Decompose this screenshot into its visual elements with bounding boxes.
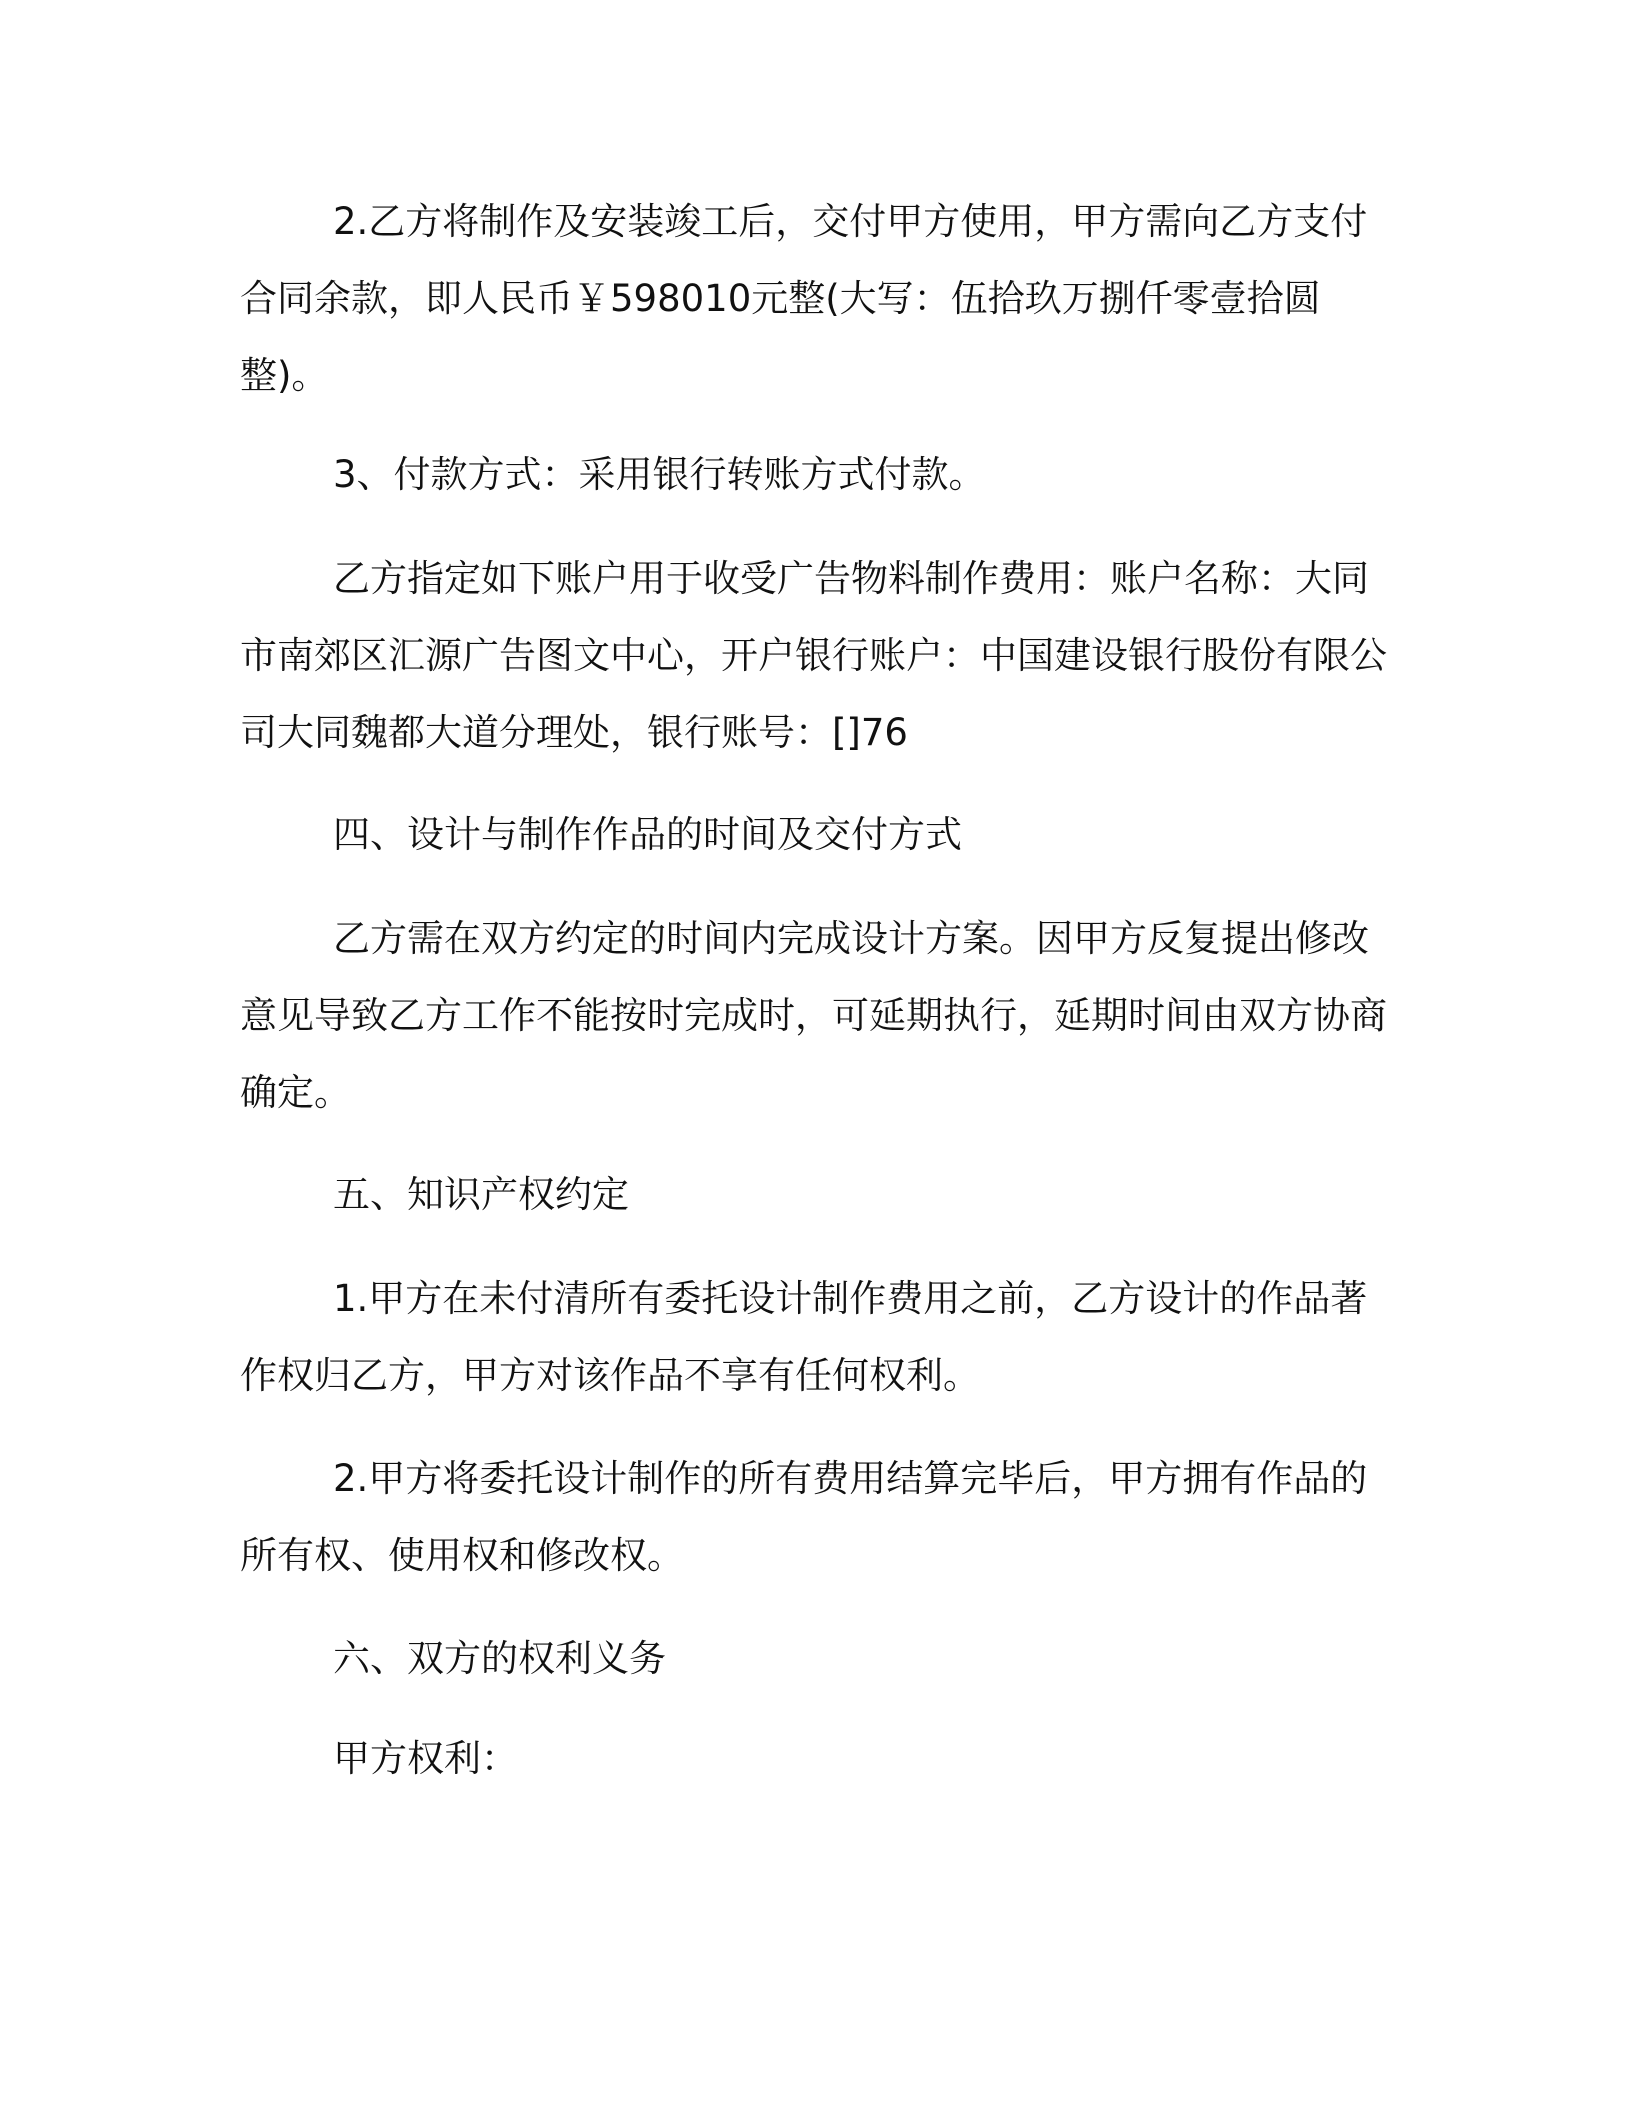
paragraph-bank-account: 乙方指定如下账户用于收受广告物料制作费用：账户名称：大同市南郊区汇源广告图文中心，开户银行账户：中国建设银行股份有限公司大同魏都大道分理处，银行账号：[]76 <box>240 557 1387 754</box>
heading-section-five: 五、知识产权约定 <box>333 1173 629 1216</box>
heading-section-four: 四、设计与制作作品的时间及交付方式 <box>333 813 962 856</box>
paragraph-copyright-after-payment: 2.甲方将委托设计制作的所有费用结算完毕后，甲方拥有作品的所有权、使用权和修改权。 <box>240 1457 1368 1577</box>
paragraph-copyright-before-payment: 1.甲方在未付清所有委托设计制作费用之前，乙方设计的作品著作权归乙方，甲方对该作品不享有任何权利。 <box>240 1277 1368 1397</box>
paragraph-payment-method: 3、付款方式：采用银行转账方式付款。 <box>333 453 986 496</box>
heading-section-six: 六、双方的权利义务 <box>333 1637 666 1680</box>
heading-party-a-rights: 甲方权利： <box>333 1737 518 1780</box>
paragraph-design-schedule: 乙方需在双方约定的时间内完成设计方案。因甲方反复提出修改意见导致乙方工作不能按时完成时，可延期执行，延期时间由双方协商确定。 <box>240 917 1387 1114</box>
paragraph-final-payment: 2.乙方将制作及安装竣工后，交付甲方使用，甲方需向乙方支付合同余款，即人民币￥598010元整(大写：伍拾玖万捌仟零壹拾圆整)。 <box>240 200 1368 397</box>
